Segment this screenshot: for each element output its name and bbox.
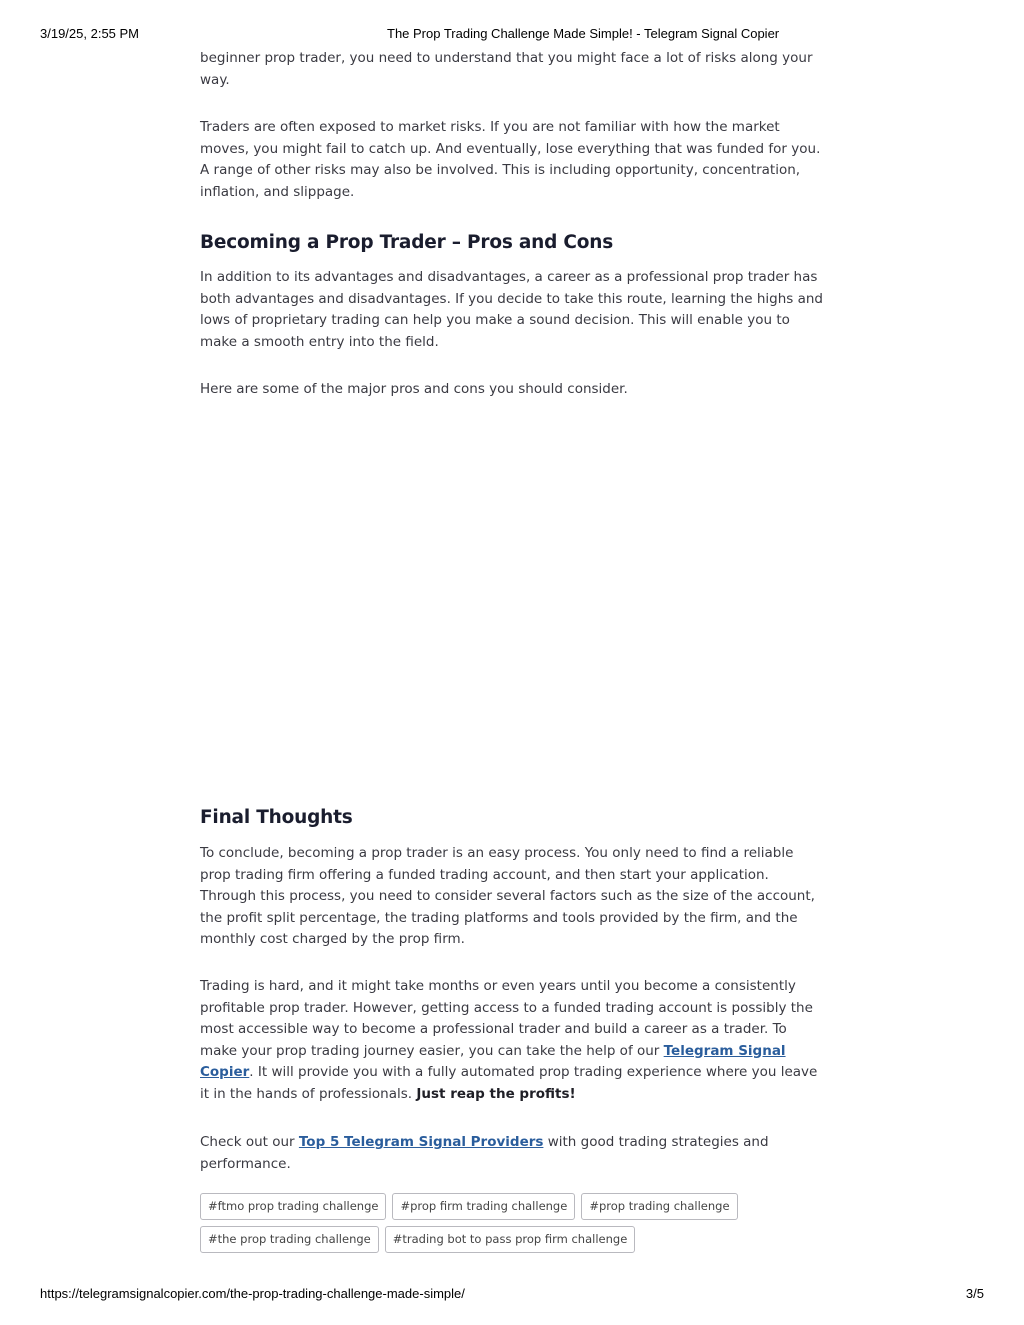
tag-prop-trading-challenge[interactable]: #prop trading challenge (581, 1193, 737, 1220)
tag-ftmo-prop-trading-challenge[interactable]: #ftmo prop trading challenge (200, 1193, 386, 1220)
top5-signal-providers-link[interactable]: Top 5 Telegram Signal Providers (298, 1134, 544, 1150)
final-paragraph-2-block (200, 976, 828, 1105)
section-final-thoughts (200, 807, 828, 828)
pros-cons-paragraph-block (200, 267, 828, 353)
paragraph-risks: Traders are often exposed to market risks. If you are not familiar with how the market moves, you might fail to catch up. And eventually, lose everything that was funded for you. A range of other risks may also be involved. This is including opportunity, concentration, inflation, and slippage. (200, 119, 821, 200)
tag-the-prop-trading-challenge[interactable]: #the prop trading challenge (200, 1226, 379, 1253)
telegram-signal-copier-link[interactable]: Telegram Signal Copier (200, 1042, 786, 1080)
checkout-text-before-link: Check out our (200, 1134, 299, 1150)
print-header (40, 26, 984, 42)
print-page-title: The Prop Trading Challenge Made Simple! - Telegram Signal Copier (387, 26, 780, 41)
paragraph-final-2 (200, 976, 828, 1105)
section-pros-cons (200, 232, 828, 253)
paragraph-pros-cons-1: In addition to its advantages and disadvantages, a career as a professional prop trader has both advantages and disadvantages. If you decide to take this route, learning the highs and lows of proprietary trading can help you make a sound decision. This will enable you to make a smooth entry into the field. (200, 269, 823, 350)
paragraph-intro-tail: beginner prop trader, you need to understand that you might face a lot of risks along your way. (200, 50, 813, 88)
pros-cons-paragraph-2-block (200, 379, 828, 401)
article-risks-block (200, 117, 828, 203)
final-2-bold-text: Just reap the profits! (416, 1085, 576, 1102)
tag-list (200, 1193, 820, 1253)
article-intro-tail-block (200, 48, 828, 91)
tag-trading-bot-to-pass-prop-firm-challenge[interactable]: #trading bot to pass prop firm challenge (385, 1226, 636, 1253)
paragraph-checkout (200, 1132, 828, 1175)
tag-prop-firm-trading-challenge[interactable]: #prop firm trading challenge (392, 1193, 575, 1220)
final-2-text-after-link: . It will provide you with a fully automated prop trading experience where you leave it in the hands of professionals. (200, 1064, 818, 1102)
heading-pros-cons: Becoming a Prop Trader – Pros and Cons (200, 232, 614, 253)
print-page-number: 3/5 (965, 1286, 984, 1301)
print-url: https://telegramsignalcopier.com/the-prop-trading-challenge-made-simple/ (40, 1286, 465, 1301)
checkout-text-after-link: with good trading strategies and performance. (200, 1134, 769, 1172)
print-datetime: 3/19/25, 2:55 PM (40, 26, 140, 41)
paragraph-final-1: To conclude, becoming a prop trader is an easy process. You only need to find a reliable prop trading firm offering a funded trading account, and then start your application. Through this process, you need to consider several factors such as the size of the account, the profit split percentage, the trading platforms and tools provided by the firm, and the monthly cost charged by the prop firm. (200, 845, 815, 947)
heading-final-thoughts: Final Thoughts (200, 807, 353, 828)
print-footer (40, 1286, 984, 1302)
paragraph-pros-cons-2: Here are some of the major pros and cons you should consider. (200, 381, 628, 397)
checkout-paragraph-block (200, 1132, 828, 1175)
final-paragraph-1-block (200, 843, 828, 951)
final-2-text-before-link: Trading is hard, and it might take months or even years until you become a consistently profitable prop trader. However, getting access to a funded trading account is possibly the most accessible way to become a professional trader and build a career as a trader. To make your prop trading journey easier, you can take the help of our (200, 978, 813, 1059)
